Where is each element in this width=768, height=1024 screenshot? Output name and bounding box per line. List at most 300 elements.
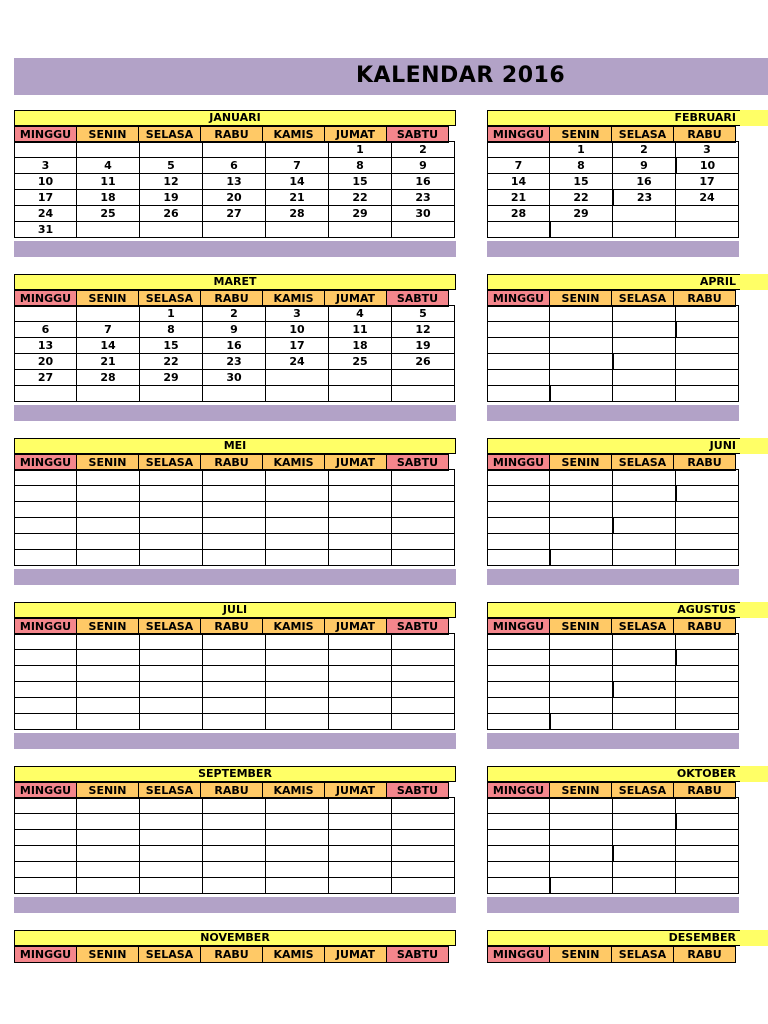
day-cell: 9 xyxy=(391,157,455,174)
day-grid xyxy=(487,798,739,894)
day-cell: 8 xyxy=(549,157,613,174)
month-name-overflow-strip xyxy=(740,766,768,782)
day-cell xyxy=(76,681,140,698)
day-cell: 15 xyxy=(549,173,613,190)
day-cell xyxy=(14,485,77,502)
day-cell: 1 xyxy=(328,141,392,158)
weekday-header: SELASA xyxy=(611,126,674,143)
day-cell xyxy=(76,305,140,322)
weekday-header: SENIN xyxy=(76,454,139,471)
day-cell: 18 xyxy=(76,189,140,206)
day-cell xyxy=(487,713,550,730)
day-cell xyxy=(328,861,392,878)
weekday-header: JUMAT xyxy=(324,782,387,799)
month-footer-bar xyxy=(14,405,456,421)
day-cell xyxy=(202,681,266,698)
day-cell xyxy=(76,861,140,878)
weekday-header: SENIN xyxy=(549,126,612,143)
day-cell xyxy=(550,385,613,402)
day-cell xyxy=(265,485,329,502)
day-cell: 23 xyxy=(202,353,266,370)
month-name-overflow-strip xyxy=(740,110,768,126)
day-cell xyxy=(676,321,739,338)
day-cell xyxy=(612,485,676,502)
day-cell xyxy=(675,205,739,222)
weekday-header: RABU xyxy=(673,946,736,963)
weekday-header: SELASA xyxy=(611,454,674,471)
weekday-header: SELASA xyxy=(138,126,201,143)
day-cell xyxy=(391,797,455,814)
day-cell xyxy=(328,877,392,894)
day-cell xyxy=(612,877,676,894)
day-cell: 22 xyxy=(328,189,392,206)
day-cell xyxy=(139,501,203,518)
day-cell: 14 xyxy=(76,337,140,354)
day-cell xyxy=(487,517,550,534)
weekday-header: RABU xyxy=(200,454,263,471)
day-cell xyxy=(265,141,329,158)
day-cell: 9 xyxy=(202,321,266,338)
weekday-header: RABU xyxy=(673,290,736,307)
day-cell: 21 xyxy=(487,189,550,206)
day-cell xyxy=(265,549,329,566)
weekday-header: SENIN xyxy=(76,290,139,307)
day-cell xyxy=(550,877,613,894)
weekday-header: MINGGU xyxy=(14,946,77,963)
day-cell: 10 xyxy=(14,173,77,190)
day-cell xyxy=(139,469,203,486)
day-cell xyxy=(549,469,613,486)
day-cell xyxy=(549,861,613,878)
day-cell xyxy=(675,713,739,730)
day-cell: 12 xyxy=(391,321,455,338)
day-cell xyxy=(391,813,455,830)
day-cell: 13 xyxy=(202,173,266,190)
day-cell xyxy=(549,501,613,518)
day-cell xyxy=(675,221,739,238)
day-cell xyxy=(549,797,613,814)
day-cell xyxy=(549,533,613,550)
day-cell xyxy=(391,681,455,698)
day-cell xyxy=(391,633,455,650)
day-cell xyxy=(202,813,266,830)
weekday-header: SELASA xyxy=(611,290,674,307)
day-cell xyxy=(76,713,140,730)
weekday-header: JUMAT xyxy=(324,454,387,471)
weekday-header: KAMIS xyxy=(262,782,325,799)
weekday-header: SELASA xyxy=(138,946,201,963)
month-name-overflow-strip xyxy=(740,274,768,290)
weekday-header: SENIN xyxy=(549,946,612,963)
day-cell xyxy=(139,665,203,682)
day-cell: 8 xyxy=(328,157,392,174)
day-cell xyxy=(202,697,266,714)
day-cell xyxy=(487,321,550,338)
day-cell xyxy=(265,369,329,386)
day-cell xyxy=(391,649,455,666)
day-cell: 18 xyxy=(328,337,392,354)
day-cell xyxy=(487,829,550,846)
month-name: JUNI xyxy=(487,438,767,454)
day-cell xyxy=(76,649,140,666)
day-cell xyxy=(76,877,140,894)
weekday-header: SABTU xyxy=(386,946,449,963)
day-cell xyxy=(202,713,266,730)
day-cell xyxy=(612,221,676,238)
day-cell xyxy=(391,665,455,682)
day-cell xyxy=(328,697,392,714)
day-cell xyxy=(612,813,676,830)
day-cell xyxy=(265,385,329,402)
weekday-header: KAMIS xyxy=(262,946,325,963)
day-cell xyxy=(487,845,550,862)
day-cell: 27 xyxy=(14,369,77,386)
day-cell: 26 xyxy=(391,353,455,370)
weekday-header: RABU xyxy=(673,454,736,471)
day-cell: 30 xyxy=(391,205,455,222)
day-cell xyxy=(265,697,329,714)
day-grid xyxy=(14,142,455,238)
weekday-header: JUMAT xyxy=(324,618,387,635)
day-cell: 28 xyxy=(487,205,550,222)
day-cell xyxy=(391,713,455,730)
weekday-header: MINGGU xyxy=(14,618,77,635)
day-cell xyxy=(613,517,676,534)
day-cell xyxy=(139,713,203,730)
weekday-header: KAMIS xyxy=(262,454,325,471)
day-cell xyxy=(265,533,329,550)
month-footer-bar xyxy=(14,897,456,913)
day-cell xyxy=(549,697,613,714)
day-cell xyxy=(328,829,392,846)
month-footer-bar xyxy=(487,569,739,585)
month-footer-bar xyxy=(487,405,739,421)
day-cell xyxy=(549,353,613,370)
day-grid xyxy=(14,634,455,730)
day-cell: 16 xyxy=(612,173,676,190)
day-cell xyxy=(202,517,266,534)
weekday-header: SABTU xyxy=(386,126,449,143)
day-cell: 17 xyxy=(14,189,77,206)
day-cell xyxy=(14,713,77,730)
day-cell: 10 xyxy=(676,157,739,174)
day-cell: 21 xyxy=(76,353,140,370)
day-cell xyxy=(549,485,613,502)
day-cell xyxy=(328,501,392,518)
weekday-header: SENIN xyxy=(76,946,139,963)
day-cell xyxy=(675,861,739,878)
day-cell xyxy=(612,305,676,322)
day-cell: 12 xyxy=(139,173,203,190)
day-cell xyxy=(76,845,140,862)
day-cell xyxy=(675,533,739,550)
day-cell: 20 xyxy=(202,189,266,206)
day-grid xyxy=(487,142,739,238)
day-cell: 22 xyxy=(549,189,613,206)
day-cell xyxy=(487,813,550,830)
weekday-header: MINGGU xyxy=(487,126,550,143)
day-cell xyxy=(76,829,140,846)
day-cell xyxy=(139,877,203,894)
day-cell xyxy=(487,305,550,322)
day-cell xyxy=(202,141,266,158)
day-cell xyxy=(202,469,266,486)
day-cell: 30 xyxy=(202,369,266,386)
weekday-header-row xyxy=(487,946,735,963)
day-cell xyxy=(76,633,140,650)
day-cell: 17 xyxy=(675,173,739,190)
weekday-header: KAMIS xyxy=(262,618,325,635)
day-cell xyxy=(550,221,613,238)
weekday-header-row xyxy=(14,946,448,963)
day-cell xyxy=(139,681,203,698)
weekday-header: RABU xyxy=(200,290,263,307)
day-cell xyxy=(549,305,613,322)
day-cell xyxy=(613,845,676,862)
day-cell xyxy=(328,681,392,698)
day-cell: 10 xyxy=(265,321,329,338)
day-cell xyxy=(76,501,140,518)
day-cell xyxy=(328,713,392,730)
day-cell: 3 xyxy=(14,157,77,174)
day-cell xyxy=(14,845,77,862)
day-cell: 6 xyxy=(202,157,266,174)
day-cell xyxy=(76,221,140,238)
day-cell xyxy=(612,533,676,550)
day-cell xyxy=(487,221,550,238)
day-cell xyxy=(328,469,392,486)
day-cell xyxy=(391,861,455,878)
day-cell xyxy=(139,797,203,814)
day-cell xyxy=(76,469,140,486)
day-cell xyxy=(391,697,455,714)
weekday-header: MINGGU xyxy=(487,618,550,635)
day-cell xyxy=(76,665,140,682)
month-footer-bar xyxy=(14,569,456,585)
day-cell xyxy=(139,517,203,534)
weekday-header: MINGGU xyxy=(14,290,77,307)
day-cell xyxy=(676,649,739,666)
weekday-header: SELASA xyxy=(611,618,674,635)
day-cell: 19 xyxy=(391,337,455,354)
weekday-header: MINGGU xyxy=(487,782,550,799)
day-cell: 4 xyxy=(328,305,392,322)
day-cell: 6 xyxy=(14,321,77,338)
weekday-header: JUMAT xyxy=(324,290,387,307)
day-cell: 3 xyxy=(265,305,329,322)
day-cell xyxy=(487,681,550,698)
day-cell xyxy=(487,533,550,550)
day-cell xyxy=(391,845,455,862)
day-cell xyxy=(202,633,266,650)
day-cell xyxy=(676,485,739,502)
day-cell: 29 xyxy=(139,369,203,386)
day-cell xyxy=(675,469,739,486)
day-cell xyxy=(328,797,392,814)
day-cell xyxy=(14,877,77,894)
day-cell xyxy=(487,353,550,370)
month-name: SEPTEMBER xyxy=(14,766,456,782)
day-cell xyxy=(487,549,550,566)
day-cell: 1 xyxy=(549,141,613,158)
day-cell: 11 xyxy=(76,173,140,190)
month-name: DESEMBER xyxy=(487,930,767,946)
weekday-header: SELASA xyxy=(138,618,201,635)
weekday-header: RABU xyxy=(200,618,263,635)
day-cell xyxy=(676,813,739,830)
day-cell xyxy=(612,713,676,730)
day-cell xyxy=(612,633,676,650)
day-cell xyxy=(139,697,203,714)
day-cell xyxy=(14,385,77,402)
month-name-overflow-strip xyxy=(740,602,768,618)
day-grid xyxy=(14,470,455,566)
day-cell xyxy=(139,385,203,402)
day-cell xyxy=(202,877,266,894)
day-cell xyxy=(675,633,739,650)
weekday-header: JUMAT xyxy=(324,126,387,143)
day-cell xyxy=(675,665,739,682)
day-cell xyxy=(612,697,676,714)
day-cell: 23 xyxy=(613,189,676,206)
day-cell: 29 xyxy=(328,205,392,222)
day-cell xyxy=(612,861,676,878)
weekday-header: KAMIS xyxy=(262,126,325,143)
weekday-header: SABTU xyxy=(386,618,449,635)
day-cell xyxy=(202,501,266,518)
day-cell xyxy=(76,533,140,550)
day-cell: 20 xyxy=(14,353,77,370)
day-cell xyxy=(14,501,77,518)
day-cell xyxy=(265,649,329,666)
day-cell xyxy=(675,549,739,566)
day-cell xyxy=(14,829,77,846)
day-cell xyxy=(612,385,676,402)
day-cell xyxy=(202,649,266,666)
day-cell xyxy=(328,549,392,566)
day-cell xyxy=(391,501,455,518)
day-grid xyxy=(487,634,739,730)
day-cell xyxy=(265,633,329,650)
day-cell xyxy=(675,337,739,354)
month-name: OKTOBER xyxy=(487,766,767,782)
day-cell xyxy=(76,485,140,502)
weekday-header: RABU xyxy=(673,618,736,635)
month-name: MEI xyxy=(14,438,456,454)
day-cell xyxy=(675,697,739,714)
day-cell xyxy=(265,517,329,534)
day-cell xyxy=(76,697,140,714)
day-cell xyxy=(328,633,392,650)
day-cell xyxy=(139,649,203,666)
day-cell xyxy=(487,649,550,666)
day-cell xyxy=(202,549,266,566)
day-cell xyxy=(391,517,455,534)
day-cell xyxy=(139,813,203,830)
day-cell xyxy=(675,845,739,862)
day-cell xyxy=(14,813,77,830)
day-cell: 25 xyxy=(328,353,392,370)
day-cell xyxy=(139,141,203,158)
day-cell: 11 xyxy=(328,321,392,338)
month-name-overflow-strip xyxy=(740,930,768,946)
day-cell xyxy=(265,469,329,486)
day-cell: 5 xyxy=(391,305,455,322)
day-cell xyxy=(139,221,203,238)
day-cell xyxy=(139,633,203,650)
day-cell xyxy=(139,845,203,862)
day-cell: 16 xyxy=(391,173,455,190)
day-cell xyxy=(76,813,140,830)
day-cell: 16 xyxy=(202,337,266,354)
day-cell xyxy=(612,549,676,566)
day-cell xyxy=(202,665,266,682)
day-cell xyxy=(487,665,550,682)
day-cell xyxy=(328,845,392,862)
weekday-header: SENIN xyxy=(549,618,612,635)
day-cell xyxy=(549,829,613,846)
month-footer-bar xyxy=(487,897,739,913)
day-cell: 9 xyxy=(612,157,676,174)
day-cell xyxy=(391,221,455,238)
day-cell xyxy=(550,713,613,730)
day-cell xyxy=(391,369,455,386)
weekday-header: MINGGU xyxy=(14,782,77,799)
day-cell xyxy=(328,533,392,550)
weekday-header: JUMAT xyxy=(324,946,387,963)
day-cell xyxy=(612,829,676,846)
day-cell xyxy=(14,305,77,322)
day-cell xyxy=(14,797,77,814)
day-cell xyxy=(675,877,739,894)
day-cell xyxy=(549,337,613,354)
weekday-header: SENIN xyxy=(76,126,139,143)
month-footer-bar xyxy=(487,241,739,257)
weekday-header: SELASA xyxy=(138,782,201,799)
day-cell xyxy=(76,549,140,566)
day-cell xyxy=(14,469,77,486)
day-cell xyxy=(612,797,676,814)
day-cell xyxy=(549,665,613,682)
day-cell xyxy=(612,369,676,386)
day-cell xyxy=(14,697,77,714)
day-cell xyxy=(202,533,266,550)
weekday-header: SENIN xyxy=(549,290,612,307)
day-cell xyxy=(487,877,550,894)
day-cell xyxy=(139,533,203,550)
day-cell xyxy=(202,861,266,878)
day-cell xyxy=(549,681,613,698)
day-cell: 22 xyxy=(139,353,203,370)
day-cell: 7 xyxy=(76,321,140,338)
day-cell: 25 xyxy=(76,205,140,222)
day-cell xyxy=(612,469,676,486)
day-cell xyxy=(202,385,266,402)
day-cell xyxy=(139,829,203,846)
day-cell xyxy=(675,681,739,698)
day-cell xyxy=(265,861,329,878)
day-cell: 24 xyxy=(675,189,739,206)
month-name: FEBRUARI xyxy=(487,110,767,126)
weekday-header: SENIN xyxy=(549,454,612,471)
weekday-header: SELASA xyxy=(611,782,674,799)
day-cell xyxy=(613,681,676,698)
weekday-header: MINGGU xyxy=(14,454,77,471)
day-cell xyxy=(487,861,550,878)
month-name: JANUARI xyxy=(14,110,456,126)
day-cell xyxy=(549,517,613,534)
day-cell xyxy=(265,665,329,682)
